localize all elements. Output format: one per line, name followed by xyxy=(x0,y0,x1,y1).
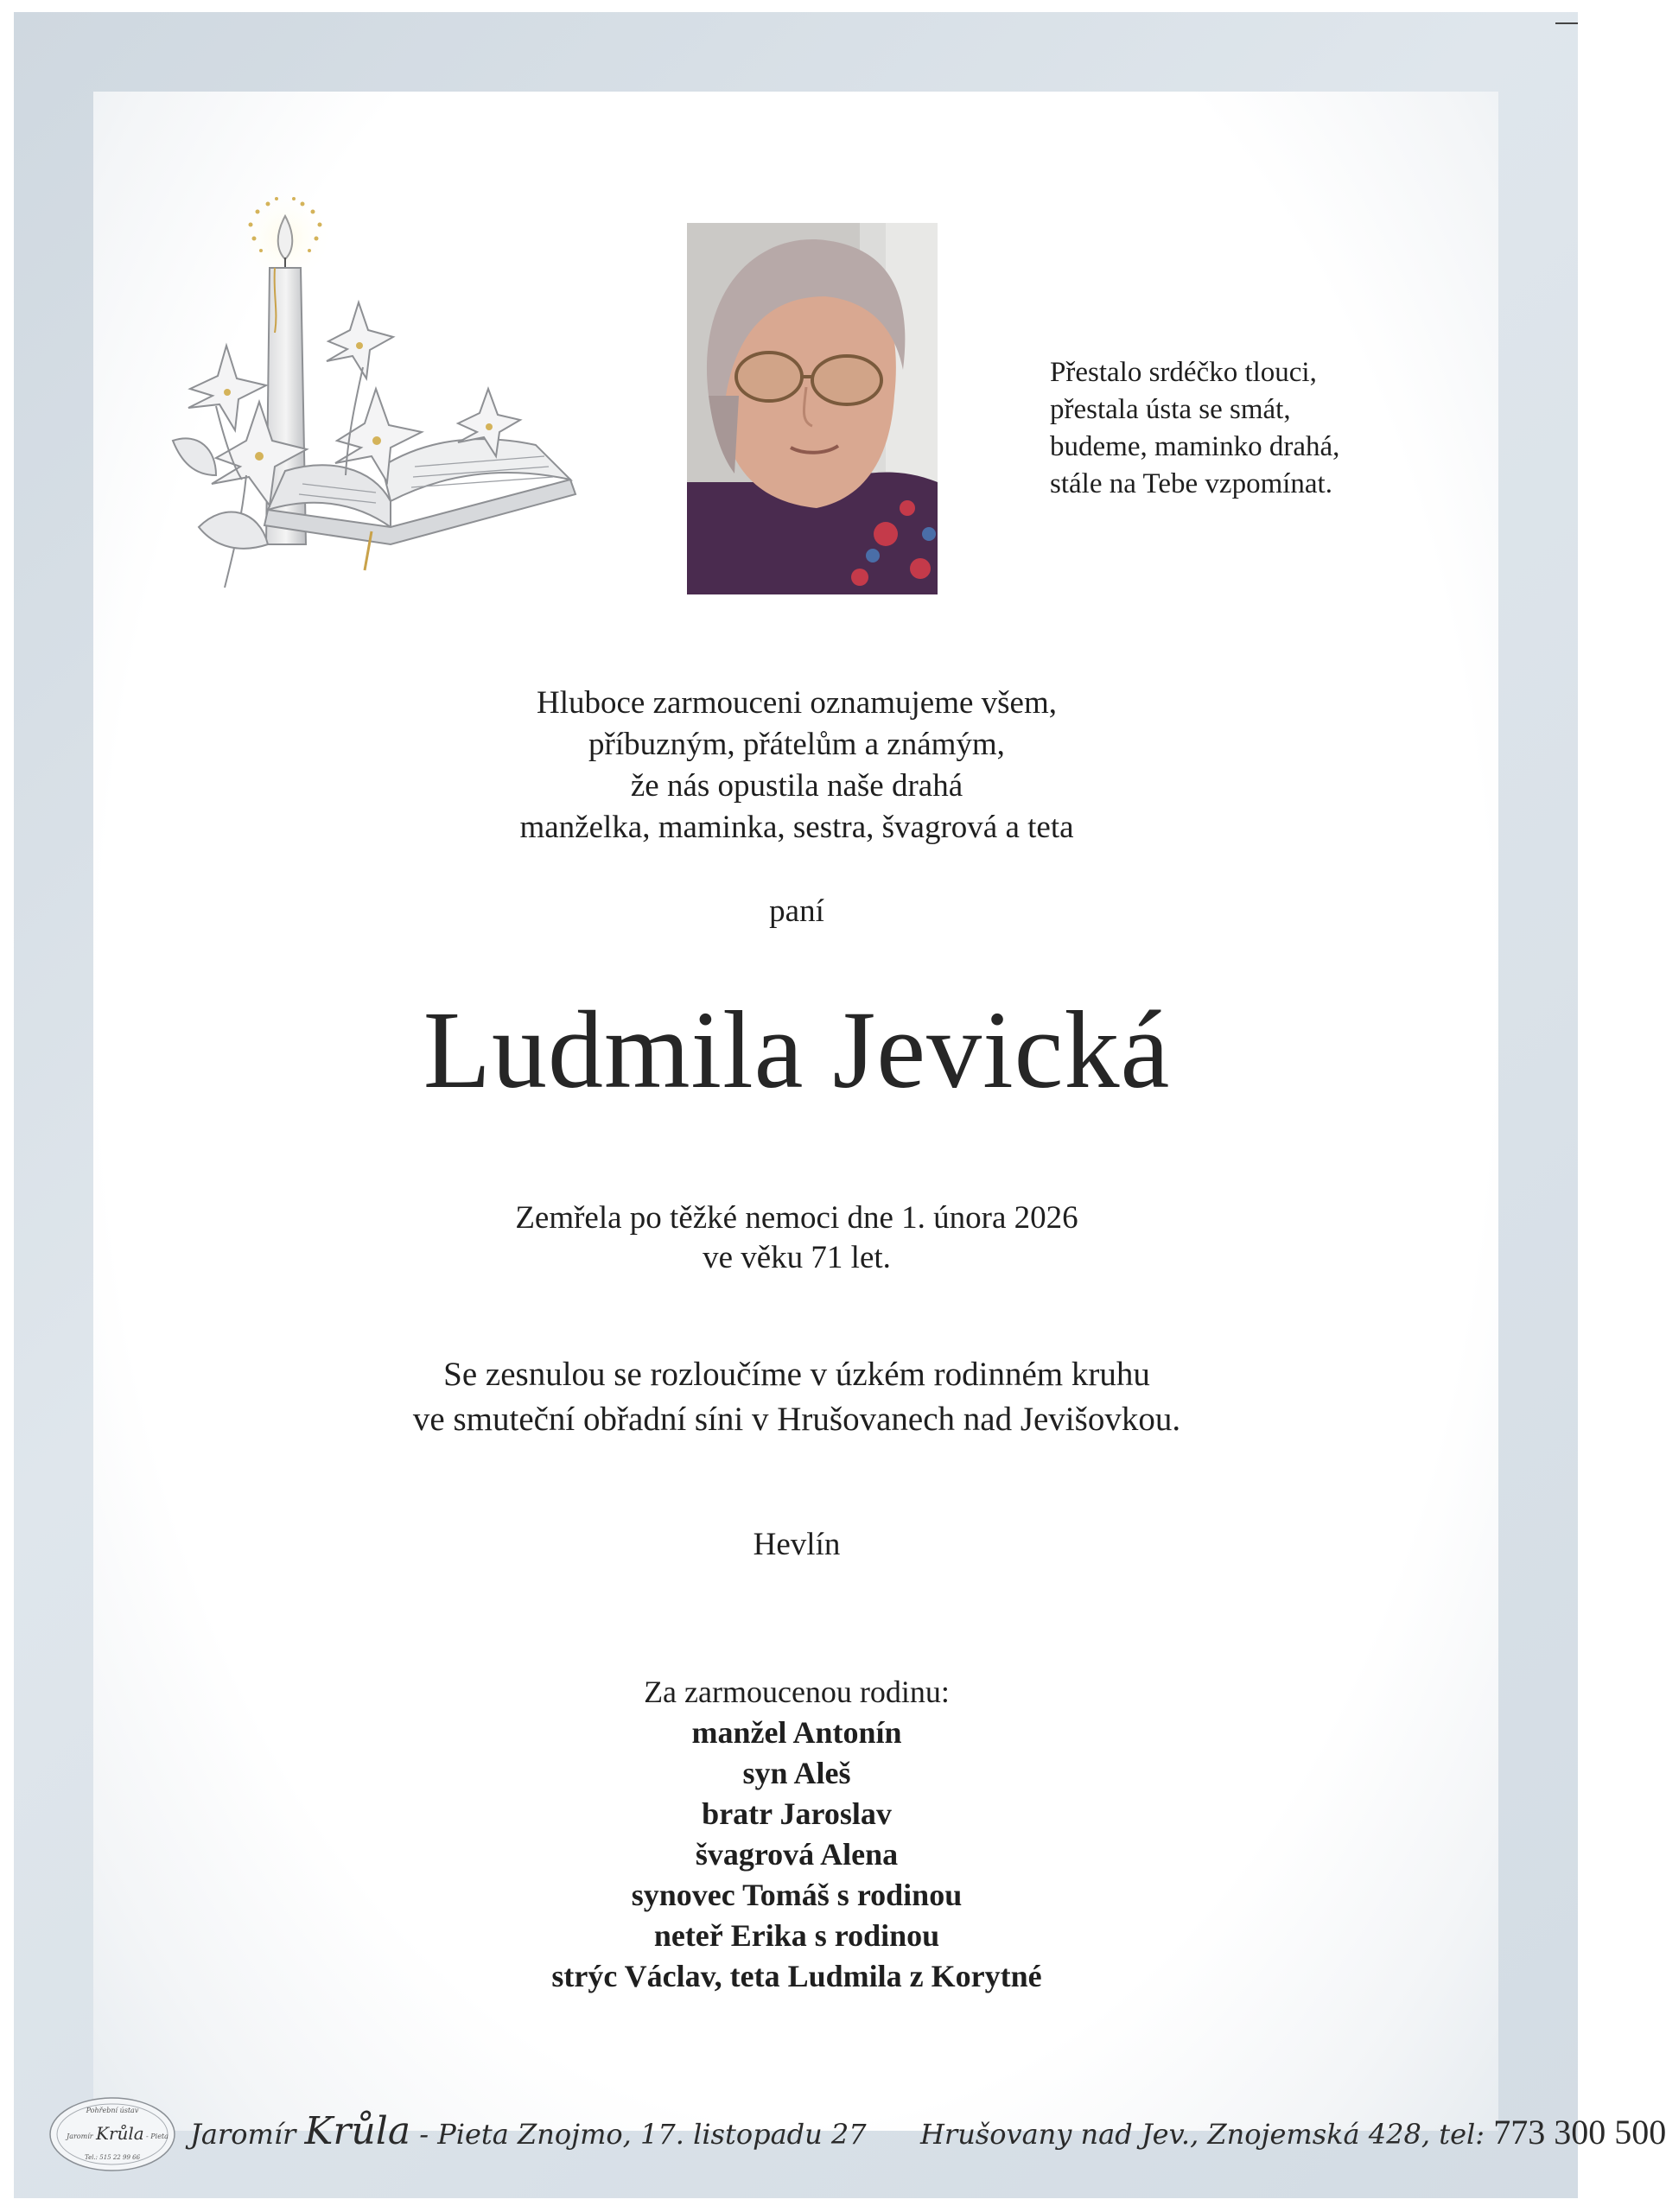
funeral-service-stamp-logo xyxy=(48,2095,177,2173)
address-znojmo: Znojmo, 17. listopadu 27 xyxy=(518,2118,867,2151)
poem-line: přestala ústa se smát, xyxy=(1050,394,1291,425)
farewell-location-line: ve smuteční obřadní síni v Hrušovanech nad Jevišovkou. xyxy=(412,1401,1181,1438)
death-announcement xyxy=(0,683,1593,849)
stamp-line-2-prefix: Jaromír xyxy=(67,2133,93,2140)
farewell-info xyxy=(0,1352,1593,1442)
family-member: švagrová Alena xyxy=(695,1837,899,1872)
death-date-line: Zemřela po těžké nemoci dne 1. února 2026 xyxy=(515,1200,1078,1236)
residence-place: Hevlín xyxy=(753,1527,841,1562)
announcement-line: Hluboce zarmouceni oznamujeme všem, xyxy=(536,685,1058,721)
scan-edge-mark xyxy=(1555,22,1578,24)
family-intro: Za zarmoucenou rodinu: xyxy=(644,1675,950,1709)
farewell-line: Se zesnulou se rozloučíme v úzkém rodinném kruhu xyxy=(443,1356,1150,1393)
family-member: neteř Erika s rodinou xyxy=(653,1918,940,1953)
footer-contact-text xyxy=(190,2109,1666,2153)
memorial-poem xyxy=(1050,354,1413,503)
stamp-line-2-name: Krůla xyxy=(96,2123,144,2144)
death-age-line: ve věku 71 let. xyxy=(703,1240,891,1275)
stamp-line-3: Tel.: 515 22 99 66 xyxy=(84,2154,141,2161)
stamp-line-1: Pohřební ústav xyxy=(86,2107,139,2114)
company-suffix: - Pieta xyxy=(419,2118,509,2151)
phone-number: 773 300 500 xyxy=(1493,2113,1666,2152)
deceased-name: Ludmila Jevická xyxy=(423,988,1171,1111)
deceased-portrait-photo xyxy=(687,223,938,594)
poem-line: Přestalo srdéčko tlouci, xyxy=(1050,357,1317,388)
death-details xyxy=(0,1198,1593,1278)
candle-book-lilies-illustration xyxy=(164,181,614,613)
funeral-service-footer xyxy=(39,2095,1666,2190)
announcement-line: že nás opustila naše drahá xyxy=(630,768,963,804)
company-name: Krůla xyxy=(304,2109,411,2153)
poem-line: stále na Tebe vzpomínat. xyxy=(1050,468,1332,499)
announcement-line: příbuzným, přátelům a známým, xyxy=(588,727,1005,762)
address-hrusovany: Hrušovany nad Jev., Znojemská 428, tel: xyxy=(919,2118,1485,2151)
family-member: manžel Antonín xyxy=(691,1715,902,1750)
poem-line: budeme, maminko drahá, xyxy=(1050,431,1340,462)
company-first-name: Jaromír xyxy=(190,2118,296,2151)
family-member: strýc Václav, teta Ludmila z Korytné xyxy=(551,1959,1042,1993)
family-member: bratr Jaroslav xyxy=(702,1796,892,1831)
family-member: synovec Tomáš s rodinou xyxy=(631,1878,963,1912)
family-member: syn Aleš xyxy=(742,1756,851,1790)
announcement-line: manželka, maminka, sestra, švagrová a teta xyxy=(519,810,1074,845)
family-signatures xyxy=(0,1672,1593,1997)
stamp-line-2-suffix: - Pieta xyxy=(146,2133,169,2140)
honorific: paní xyxy=(769,893,824,929)
